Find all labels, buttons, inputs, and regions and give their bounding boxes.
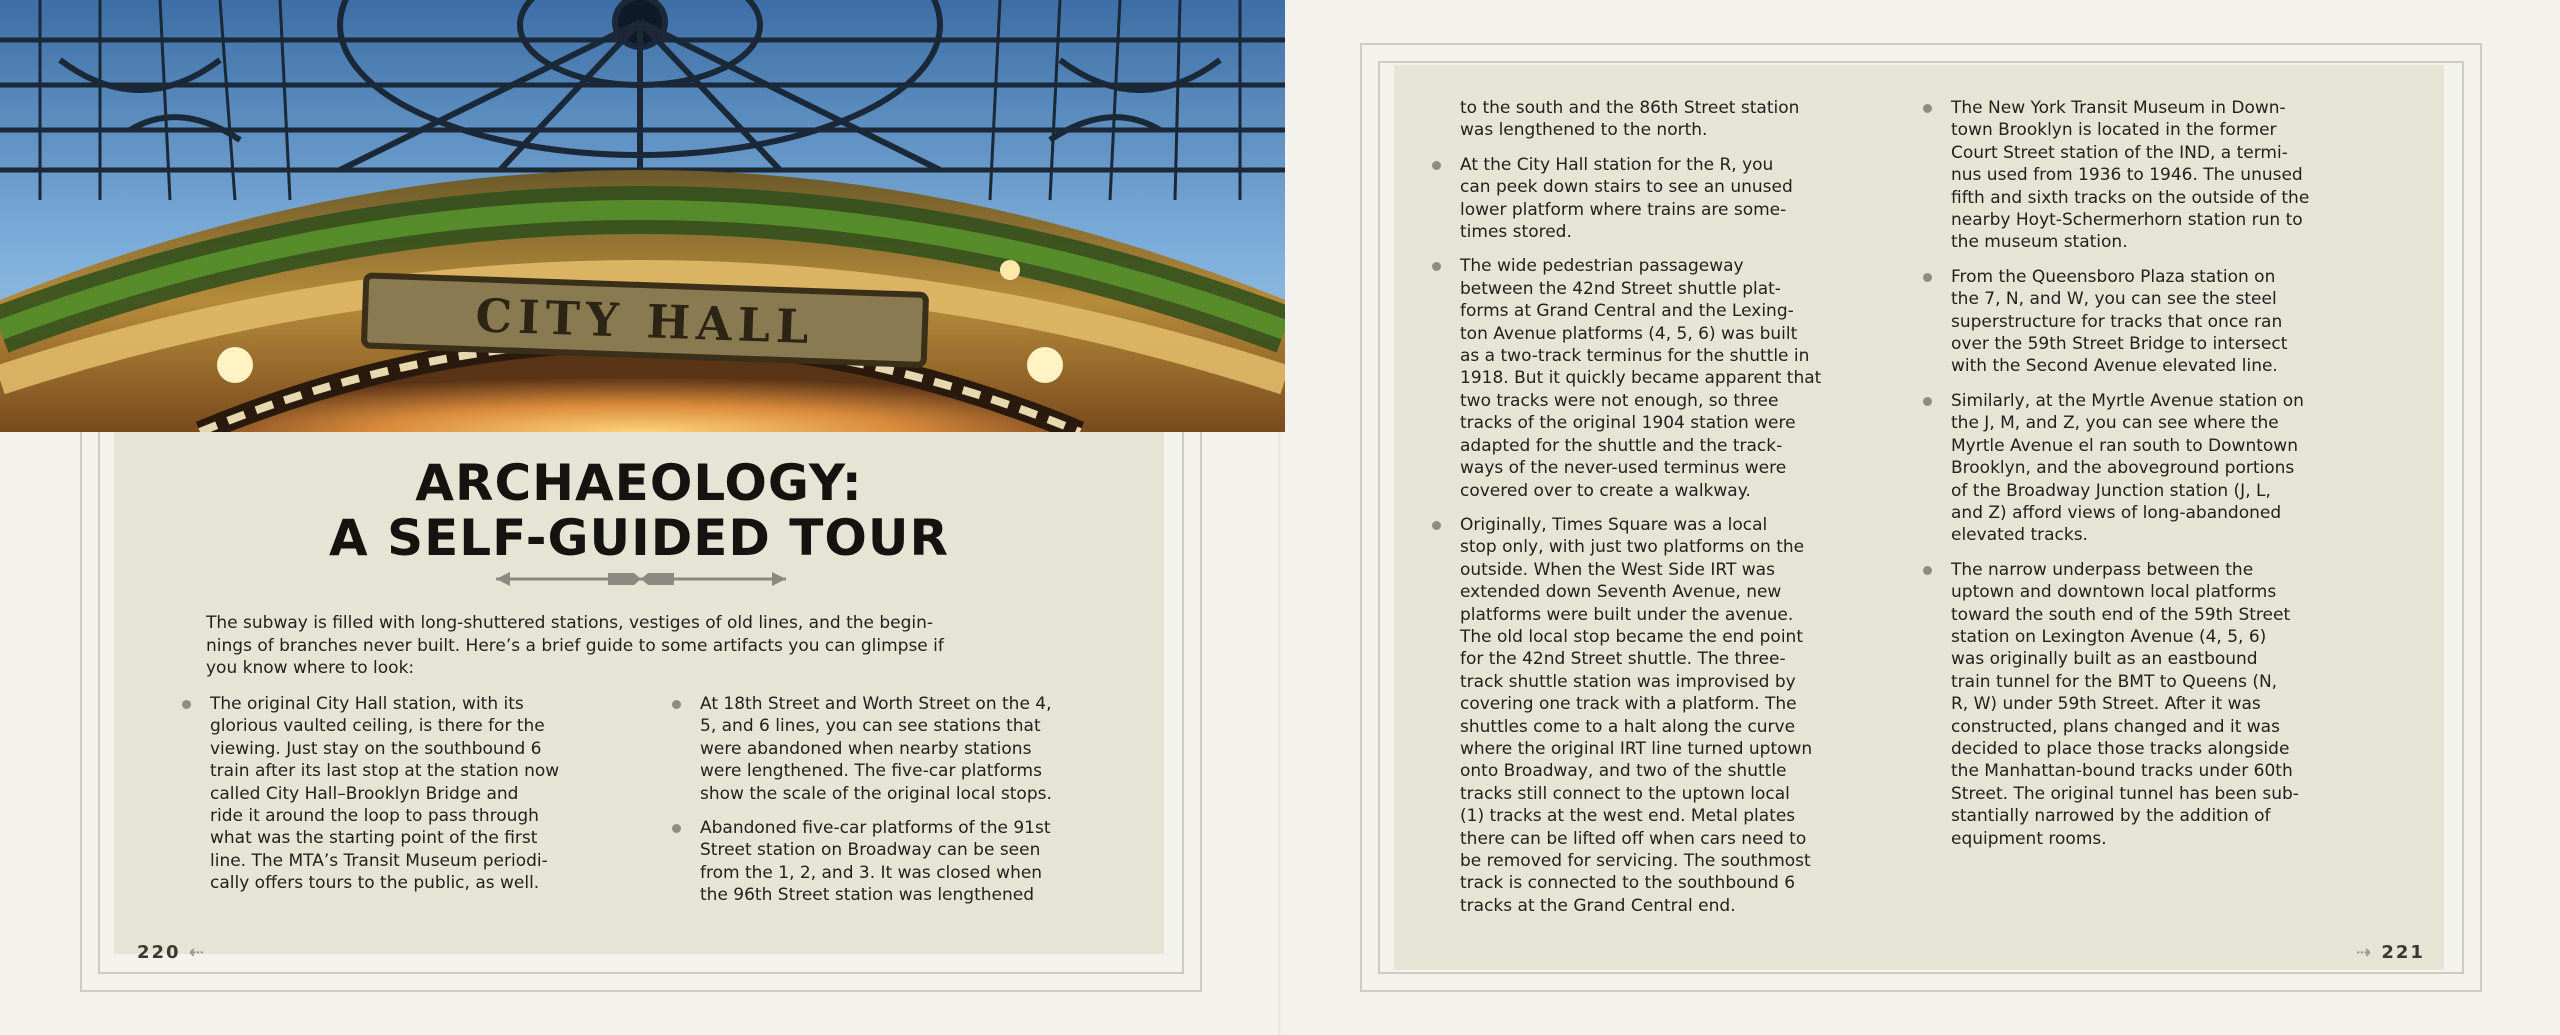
text-line: tracks still connect to the uptown local [1460,783,1790,804]
text-line: train tunnel for the BMT to Queens (N, [1951,671,2278,692]
page-title-line-1: ARCHAEOLOGY: [415,454,863,512]
bullet-dot-icon [182,700,191,709]
text-line: was originally built as an eastbound [1951,649,2258,670]
text-line: Brooklyn, and the aboveground portions [1951,458,2295,479]
text-line: stop only, with just two platforms on the [1460,537,1805,558]
left-column-2 [700,693,1140,919]
text-line: times stored. [1460,222,1572,243]
text-line: the museum station. [1951,232,2128,253]
bullet-item [1460,255,1920,501]
bullet-item [1951,266,2411,378]
text-line: town Brooklyn is located in the former [1951,120,2277,141]
left-column-1 [210,693,630,907]
text-line: The New York Transit Museum in Down- [1951,98,2286,118]
text-line: with the Second Avenue elevated line. [1951,356,2278,377]
text-line: elevated tracks. [1951,525,2088,546]
text-line: viewing. Just stay on the southbound 6 [210,738,542,759]
bullet-list [700,693,1140,907]
text-line: glorious vaulted ceiling, is there for the [210,716,545,737]
right-column-2 [1951,97,2411,862]
text-line: train after its last stop at the station now [210,761,560,782]
bullet-item [1951,390,2411,547]
bullet-item [700,817,1140,907]
text-line: The subway is filled with long-shuttered stations, vestiges of old lines, and the begin- [206,613,934,633]
text-line: for the 42nd Street shuttle. The three- [1460,649,1786,670]
bullet-dot-icon [672,700,681,709]
text-line: From the Queensboro Plaza station on [1951,266,2276,287]
text-line: stantially narrowed by the addition of [1951,806,2271,827]
text-line: Street. The original tunnel has been sub- [1951,783,2299,804]
text-line: as a two-track terminus for the shuttle in [1460,346,1810,367]
text-line: ways of the never-used terminus were [1460,458,1787,479]
text-line: The original City Hall station, with its [210,694,524,714]
page-number-221: 221 [2381,942,2425,963]
text-line: shuttles come to a halt along the curve [1460,716,1796,737]
text-line: uptown and downtown local platforms [1951,582,2277,603]
page-number-right [2356,942,2425,963]
text-line: the 96th Street station was lengthened [700,885,1034,906]
text-line: adapted for the shuttle and the track- [1460,435,1783,456]
bullet-item [210,693,630,895]
text-line: equipment rooms. [1951,828,2107,849]
city-hall-station-photo [0,0,1285,432]
text-line: superstructure for tracks that once ran [1951,311,2283,332]
right-column-1 [1460,97,1920,929]
text-line: track shuttle station was improvised by [1460,671,1796,692]
text-line: Abandoned five-car platforms of the 91st [700,818,1051,839]
text-line: of the Broadway Junction station (J, L, [1951,480,2271,501]
bullet-dot-icon [1432,521,1441,530]
city-hall-sign-text: CITY HALL [474,288,816,355]
bullet-dot-icon [1923,566,1932,575]
text-line: platforms were built under the avenue. [1460,604,1794,625]
text-line: the Manhattan-bound tracks under 60th [1951,761,2293,782]
bullet-list [210,693,630,895]
text-line: was lengthened to the north. [1460,120,1708,141]
text-line: nings of branches never built. Here’s a brief guide to some artifacts you can glimpse if [206,635,944,656]
text-line: ton Avenue platforms (4, 5, 6) was built [1460,323,1798,344]
text-line: and Z) afford views of long-abandoned [1951,502,2282,523]
text-line: nearby Hoyt-Schermerhorn station run to [1951,210,2303,231]
text-line: nus used from 1936 to 1946. The unused [1951,165,2303,186]
text-line: track is connected to the southbound 6 [1460,873,1796,894]
text-line: lower platform where trains are some- [1460,199,1787,220]
text-line: Myrtle Avenue el ran south to Downtown [1951,435,2298,456]
page-number-220: 220 [137,942,181,963]
bullet-list [1951,97,2411,850]
text-line: forms at Grand Central and the Lexing- [1460,301,1794,322]
text-line: onto Broadway, and two of the shuttle [1460,761,1787,782]
text-line: two tracks were not enough, so three [1460,390,1779,411]
text-line: there can be lifted off when cars need to [1460,828,1807,849]
text-line: covering one track with a platform. The [1460,694,1797,715]
text-line: the J, M, and Z, you can see where the [1951,413,2279,434]
text-line: were abandoned when nearby stations [700,738,1032,759]
text-line: fifth and sixth tracks on the outside of the [1951,187,2310,208]
bullet-item [1951,559,2411,850]
text-line: extended down Seventh Avenue, new [1460,582,1782,603]
text-line: Court Street station of the IND, a termi- [1951,142,2288,163]
text-line: line. The MTA’s Transit Museum periodi- [210,850,548,871]
text-line: you know where to look: [206,658,415,679]
text-line: between the 42nd Street shuttle plat- [1460,278,1781,299]
text-line: Similarly, at the Myrtle Avenue station on [1951,390,2304,411]
text-line: be removed for servicing. The southmost [1460,851,1811,871]
text-line: station on Lexington Avenue (4, 5, 6) [1951,626,2267,647]
text-line: (1) tracks at the west end. Metal plates [1460,806,1796,827]
text-line: tracks at the Grand Central end. [1460,895,1736,916]
text-line: covered over to create a walkway. [1460,480,1751,501]
bullet-dot-icon [1923,397,1932,406]
bullet-dot-icon [1923,273,1932,282]
text-line: were lengthened. The five-car platforms [700,761,1042,782]
text-line: what was the starting point of the first [210,828,538,849]
text-line: At 18th Street and Worth Street on the 4, [700,694,1052,714]
text-line: over the 59th Street Bridge to intersect [1951,334,2288,355]
text-line: cally offers tours to the public, as well. [210,873,540,894]
text-line: Street station on Broadway can be seen [700,840,1041,861]
text-line: the 7, N, and W, you can see the steel [1951,289,2277,310]
text-line: where the original IRT line turned uptown [1460,738,1813,759]
text-line: ride it around the loop to pass through [210,806,539,827]
text-line: to the south and the 86th Street station [1460,98,1800,118]
text-line: outside. When the West Side IRT was [1460,559,1775,580]
bullet-item [1460,514,1920,917]
text-line: constructed, plans changed and it was [1951,716,2280,737]
bullet-item [700,693,1140,805]
text-line: 5, and 6 lines, you can see stations that [700,716,1041,737]
text-line: The old local stop became the end point [1460,626,1803,647]
text-line: tracks of the original 1904 station were [1460,413,1796,434]
bullet-dot-icon [1432,161,1441,170]
title-ornament-divider [496,569,786,589]
text-line: The narrow underpass between the [1951,559,2254,580]
bullet-item [1460,154,1920,244]
text-line: called City Hall–Brooklyn Bridge and [210,783,519,804]
text-line: Originally, Times Square was a local [1460,514,1768,535]
text-line: The wide pedestrian passageway [1460,256,1744,277]
page-number-left [137,942,206,963]
intro-paragraph [206,612,1086,680]
page-title-line-2: A SELF-GUIDED TOUR [328,509,950,567]
text-line: R, W) under 59th Street. After it was [1951,694,2261,715]
text-line: from the 1, 2, and 3. It was closed when [700,862,1043,883]
bullet-list [1460,154,1920,917]
text-line: At the City Hall station for the R, you [1460,154,1774,175]
bullet-dot-icon [672,824,681,833]
continued-text [1460,97,1920,142]
bullet-item [1951,97,2411,254]
text-line: show the scale of the original local stops. [700,783,1052,804]
text-line: can peek down stairs to see an unused [1460,177,1793,198]
text-line: decided to place those tracks alongside [1951,738,2290,759]
text-line: 1918. But it quickly became apparent that [1460,368,1822,389]
right-arrow-icon: ⇢ [2356,942,2374,963]
text-line: toward the south end of the 59th Street [1951,604,2291,625]
left-arrow-icon: ⇠ [188,942,206,963]
bullet-dot-icon [1923,104,1932,113]
